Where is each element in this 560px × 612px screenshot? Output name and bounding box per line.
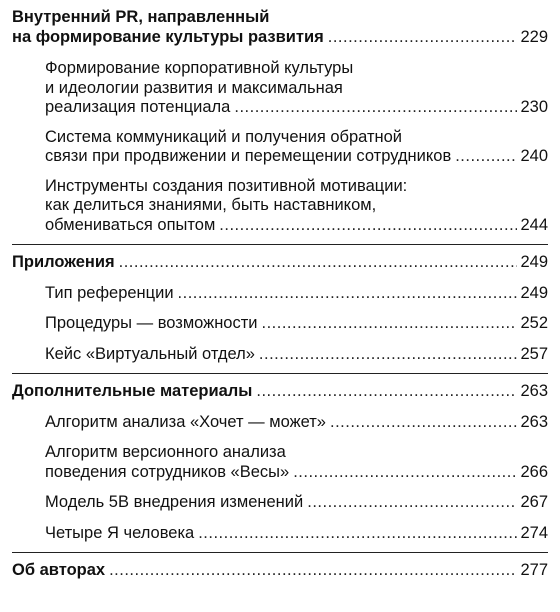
- toc-entry-corporate-culture[interactable]: [12, 59, 548, 118]
- toc-entry-text: как делиться знаниями, быть наставником,: [45, 196, 377, 214]
- leader-dots: [119, 253, 518, 273]
- toc-entry-communication-system[interactable]: [12, 128, 548, 167]
- toc-entry-text: на формирование культуры развития: [12, 27, 324, 46]
- toc-entry-four-i[interactable]: [12, 524, 548, 544]
- leader-dots: [198, 524, 517, 544]
- toc-entry-text: Процедуры — возможности: [45, 314, 258, 332]
- toc-page-number: 267: [520, 493, 548, 511]
- toc-entry-text: реализация потенциала: [45, 98, 231, 116]
- toc-entry-text: и идеологии развития и максимальная: [45, 78, 343, 97]
- toc-page-number: 257: [520, 344, 548, 363]
- toc-entry-virtual-department[interactable]: [12, 345, 548, 365]
- table-of-contents: [12, 8, 548, 581]
- toc-entry-text: Алгоритм анализа «Хочет — может»: [45, 412, 326, 431]
- toc-page-number: 244: [520, 215, 548, 234]
- leader-dots: [178, 284, 518, 304]
- toc-entry-motivation-tools[interactable]: [12, 177, 548, 236]
- leader-dots: [293, 463, 517, 483]
- toc-page-number: 240: [520, 147, 548, 165]
- toc-entry-internal-pr[interactable]: [12, 8, 548, 47]
- toc-page-number: 249: [520, 283, 548, 302]
- toc-entry-text: Четыре Я человека: [45, 523, 195, 542]
- toc-entry-5b-model[interactable]: [12, 493, 548, 513]
- toc-entry-text: Алгоритм версионного анализа: [45, 443, 286, 461]
- toc-entry-text: Система коммуникаций и получения обратной: [45, 127, 403, 146]
- toc-entry-additional-materials[interactable]: [12, 382, 548, 402]
- leader-dots: [219, 216, 517, 236]
- toc-page-number: 263: [520, 382, 548, 400]
- toc-entry-text: Инструменты создания позитивной мотивации:: [45, 176, 408, 195]
- leader-dots: [259, 345, 518, 365]
- toc-page-number: 274: [520, 523, 548, 542]
- section-divider: [12, 244, 548, 245]
- toc-entry-text: связи при продвижении и перемещении сотрудников: [45, 147, 452, 165]
- section-divider: [12, 552, 548, 553]
- toc-page-number: 263: [520, 412, 548, 431]
- section-divider: [12, 373, 548, 374]
- toc-entry-procedures[interactable]: [12, 314, 548, 334]
- toc-page-number: 277: [520, 561, 548, 579]
- toc-entry-text: Дополнительные материалы: [12, 382, 253, 400]
- toc-page-number: 252: [520, 314, 548, 332]
- toc-page-number: 266: [520, 462, 548, 481]
- toc-entry-wants-can-algorithm[interactable]: [12, 413, 548, 433]
- toc-entry-about-authors[interactable]: [12, 561, 548, 581]
- leader-dots: [109, 561, 517, 581]
- toc-page-number: 230: [520, 98, 548, 116]
- toc-entry-text: Тип референции: [45, 283, 174, 302]
- leader-dots: [455, 147, 517, 167]
- toc-page-number: 229: [520, 27, 548, 46]
- leader-dots: [262, 314, 518, 334]
- leader-dots: [256, 382, 517, 402]
- leader-dots: [328, 28, 518, 48]
- toc-entry-text: Внутренний PR, направленный: [12, 8, 270, 26]
- toc-entry-text: Модель 5B внедрения изменений: [45, 493, 304, 511]
- toc-page-number: 249: [520, 253, 548, 271]
- toc-entry-appendices[interactable]: [12, 253, 548, 273]
- leader-dots: [234, 98, 517, 118]
- toc-entry-text: Формирование корпоративной культуры: [45, 59, 354, 77]
- toc-entry-text: Кейс «Виртуальный отдел»: [45, 344, 255, 363]
- toc-entry-text: обмениваться опытом: [45, 215, 216, 234]
- toc-entry-text: поведения сотрудников «Весы»: [45, 462, 290, 481]
- toc-entry-text: Приложения: [12, 253, 115, 271]
- toc-entry-reference-type[interactable]: [12, 284, 548, 304]
- leader-dots: [330, 413, 517, 433]
- toc-entry-text: Об авторах: [12, 561, 106, 579]
- leader-dots: [307, 493, 517, 513]
- toc-entry-scales-algorithm[interactable]: [12, 443, 548, 482]
